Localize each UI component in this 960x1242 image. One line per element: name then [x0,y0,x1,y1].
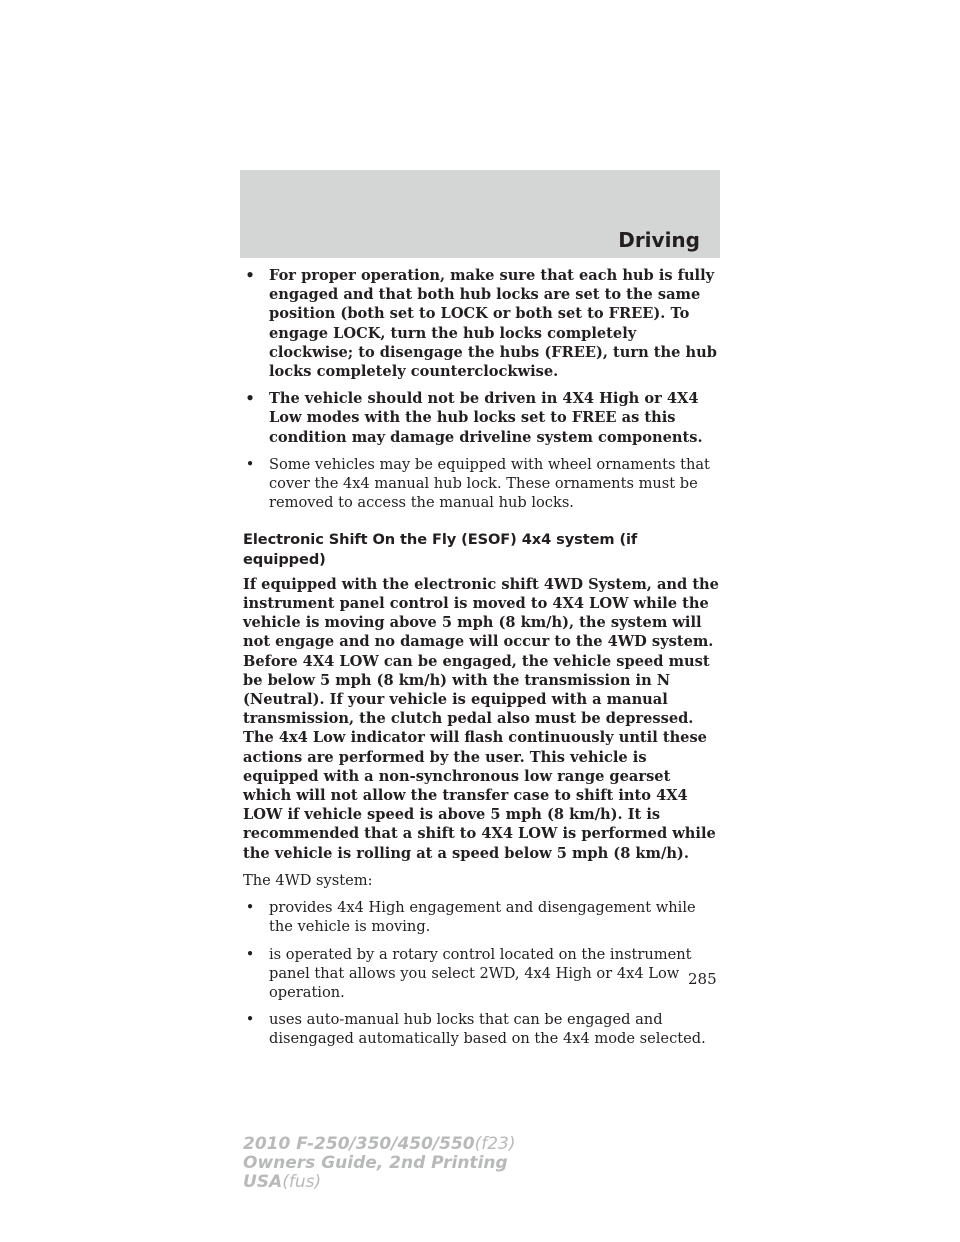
bullet-item [243,945,723,1003]
esof-heading: Electronic Shift On the Fly (ESOF) 4x4 system (if equipped) [243,531,638,568]
footer-model-code: (f23) [474,1134,516,1154]
footer-region-code: (fus) [282,1172,322,1192]
bullet-item [243,389,723,447]
esof-intro: The 4WD system: [243,871,373,889]
bullet-text: provides 4x4 High engagement and disengagement while the vehicle is moving. [269,899,696,936]
bullet-item [243,1010,723,1048]
bullet-text: is operated by a rotary control located on the instrument panel that allows you select 2WD, 4x4 High or 4x4 Low operation. [269,945,692,1001]
bullet-text: uses auto-manual hub locks that can be engaged and disengaged automatically based on the 4x4 mode selected. [269,1011,706,1048]
footer-printing-info [243,1135,516,1192]
page-number: 285 [688,970,717,988]
bullet-dot-icon: • [245,899,255,917]
esof-warning-paragraph: If equipped with the electronic shift 4WD System, and the instrument panel control is moved to 4X4 LOW while the vehicle is moving above 5 mph (8 km/h), the system will not engage and no damage will occur to the 4WD system. Before 4X4 LOW can be engaged, the vehicle speed must be below 5 mph (8 km/h) with the transmission in N (Neutral). If your vehicle is equipped with a manual transmission, the clutch pedal also must be depressed. The 4x4 Low indicator will flash continuously until these actions are performed by the user. This vehicle is equipped with a non-synchronous low range gearset which will not allow the transfer case to shift into 4X4 LOW if vehicle speed is above 5 mph (8 km/h). It is recommended that a shift to 4X4 LOW is performed while the vehicle is rolling at a speed below 5 mph (8 km/h). [243,575,719,862]
bullet-text: Some vehicles may be equipped with wheel ornaments that cover the 4x4 manual hub lock. These ornaments must be removed to access the manual hub locks. [269,455,710,512]
bullet-text: For proper operation, make sure that each hub is fully engaged and that both hub locks are set to the same position (both set to LOCK or both set to FREE). To engage LOCK, turn the hub locks completely clockwise; to disengage the hubs (FREE), turn the hub locks completely counterclockwise. [269,267,717,381]
section-title: Driving [618,228,700,252]
bullet-item [243,455,723,513]
bullet-dot-icon: • [245,455,255,473]
footer-line-1 [243,1135,516,1154]
footer-region: USA [243,1172,283,1192]
section-header-band [240,170,720,258]
bullet-text: The vehicle should not be driven in 4X4 High or 4X4 Low modes with the hub locks set to FREE as this condition may damage driveline system components. [269,390,703,446]
footer-model: 2010 F-250/350/450/550 [243,1134,475,1154]
bullet-dot-icon: • [245,267,255,284]
bullet-item [243,898,723,936]
bullet-dot-icon: • [245,945,255,963]
footer-line-2: Owners Guide, 2nd Printing [243,1153,508,1173]
page-content [243,266,723,1057]
bullet-dot-icon: • [245,390,255,408]
bullet-item [243,266,723,381]
bullet-dot-icon: • [245,1011,255,1029]
footer-line-3 [243,1173,516,1192]
